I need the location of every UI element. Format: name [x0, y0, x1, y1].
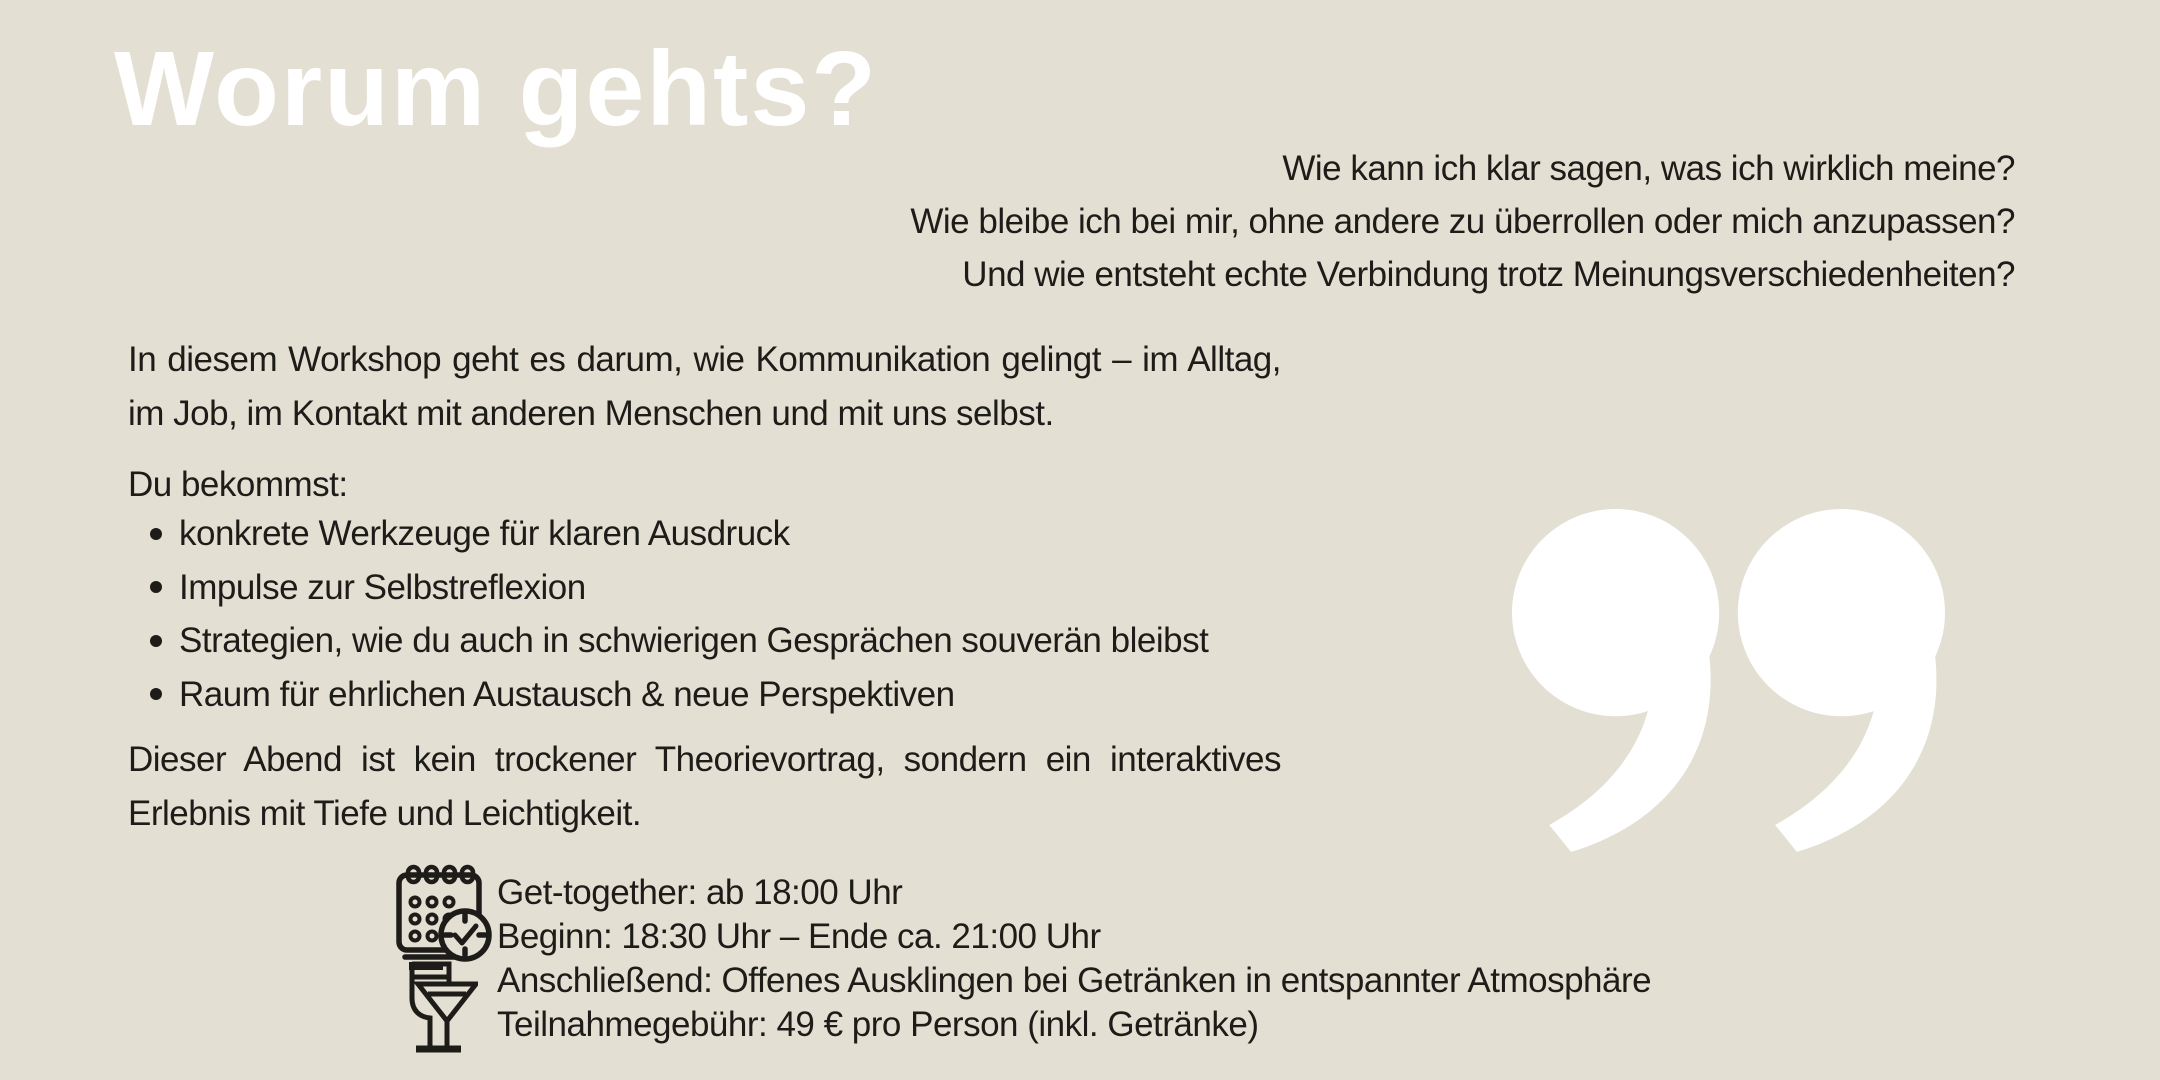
benefits-list [150, 507, 1208, 721]
closing-paragraph-line: Erlebnis mit Tiefe und Leichtigkeit. [128, 794, 642, 833]
list-item [150, 614, 1208, 668]
quote-mark-left [1512, 509, 1719, 852]
bullet-dot [150, 635, 162, 647]
closing-paragraph [128, 733, 1281, 841]
quote-mark-right [1738, 509, 1945, 852]
intro-questions [910, 142, 2015, 301]
benefits-label: Du bekommst: [128, 465, 348, 504]
intro-paragraph [128, 333, 1281, 441]
detail-line: Beginn: 18:30 Uhr – Ende ca. 21:00 Uhr [497, 917, 1101, 956]
list-item-text: Raum für ehrlichen Austausch & neue Perspektiven [179, 674, 955, 714]
detail-line: Anschließend: Offenes Ausklingen bei Getränken in entspannter Atmosphäre [497, 961, 1652, 1000]
intro-paragraph-line: In diesem Workshop geht es darum, wie Kommunikation gelingt – im Alltag, [128, 340, 1281, 379]
bullet-dot [150, 528, 162, 540]
question-line: Und wie entsteht echte Verbindung trotz Meinungsverschiedenheiten? [962, 255, 2015, 294]
list-item [150, 668, 1208, 722]
intro-paragraph-line: im Job, im Kontakt mit anderen Menschen und mit uns selbst. [128, 394, 1054, 433]
page-title: Worum gehts? [114, 30, 879, 148]
list-item [150, 561, 1208, 615]
list-item [150, 507, 1208, 561]
list-item-text: Impulse zur Selbstreflexion [179, 567, 586, 607]
list-item-text: konkrete Werkzeuge für klaren Ausdruck [179, 514, 790, 553]
bullet-dot [150, 581, 162, 593]
event-details [497, 871, 1651, 1047]
closing-paragraph-line: Dieser Abend ist kein trockener Theorievortrag, sondern ein interaktives [128, 740, 1281, 779]
question-line: Wie kann ich klar sagen, was ich wirklich meine? [1282, 149, 2015, 188]
detail-line: Teilnahmegebühr: 49 € pro Person (inkl. Getränke) [497, 1005, 1259, 1044]
question-line: Wie bleibe ich bei mir, ohne andere zu überrollen oder mich anzupassen? [910, 202, 2015, 241]
list-item-text: Strategien, wie du auch in schwierigen Gesprächen souverän bleibst [179, 621, 1209, 660]
cocktail-glasses-icon [392, 960, 478, 1055]
bullet-dot [150, 688, 162, 700]
calendar-clock-icon [394, 864, 494, 972]
detail-line: Get-together: ab 18:00 Uhr [497, 873, 903, 912]
quotation-marks-graphic [1512, 508, 1945, 854]
